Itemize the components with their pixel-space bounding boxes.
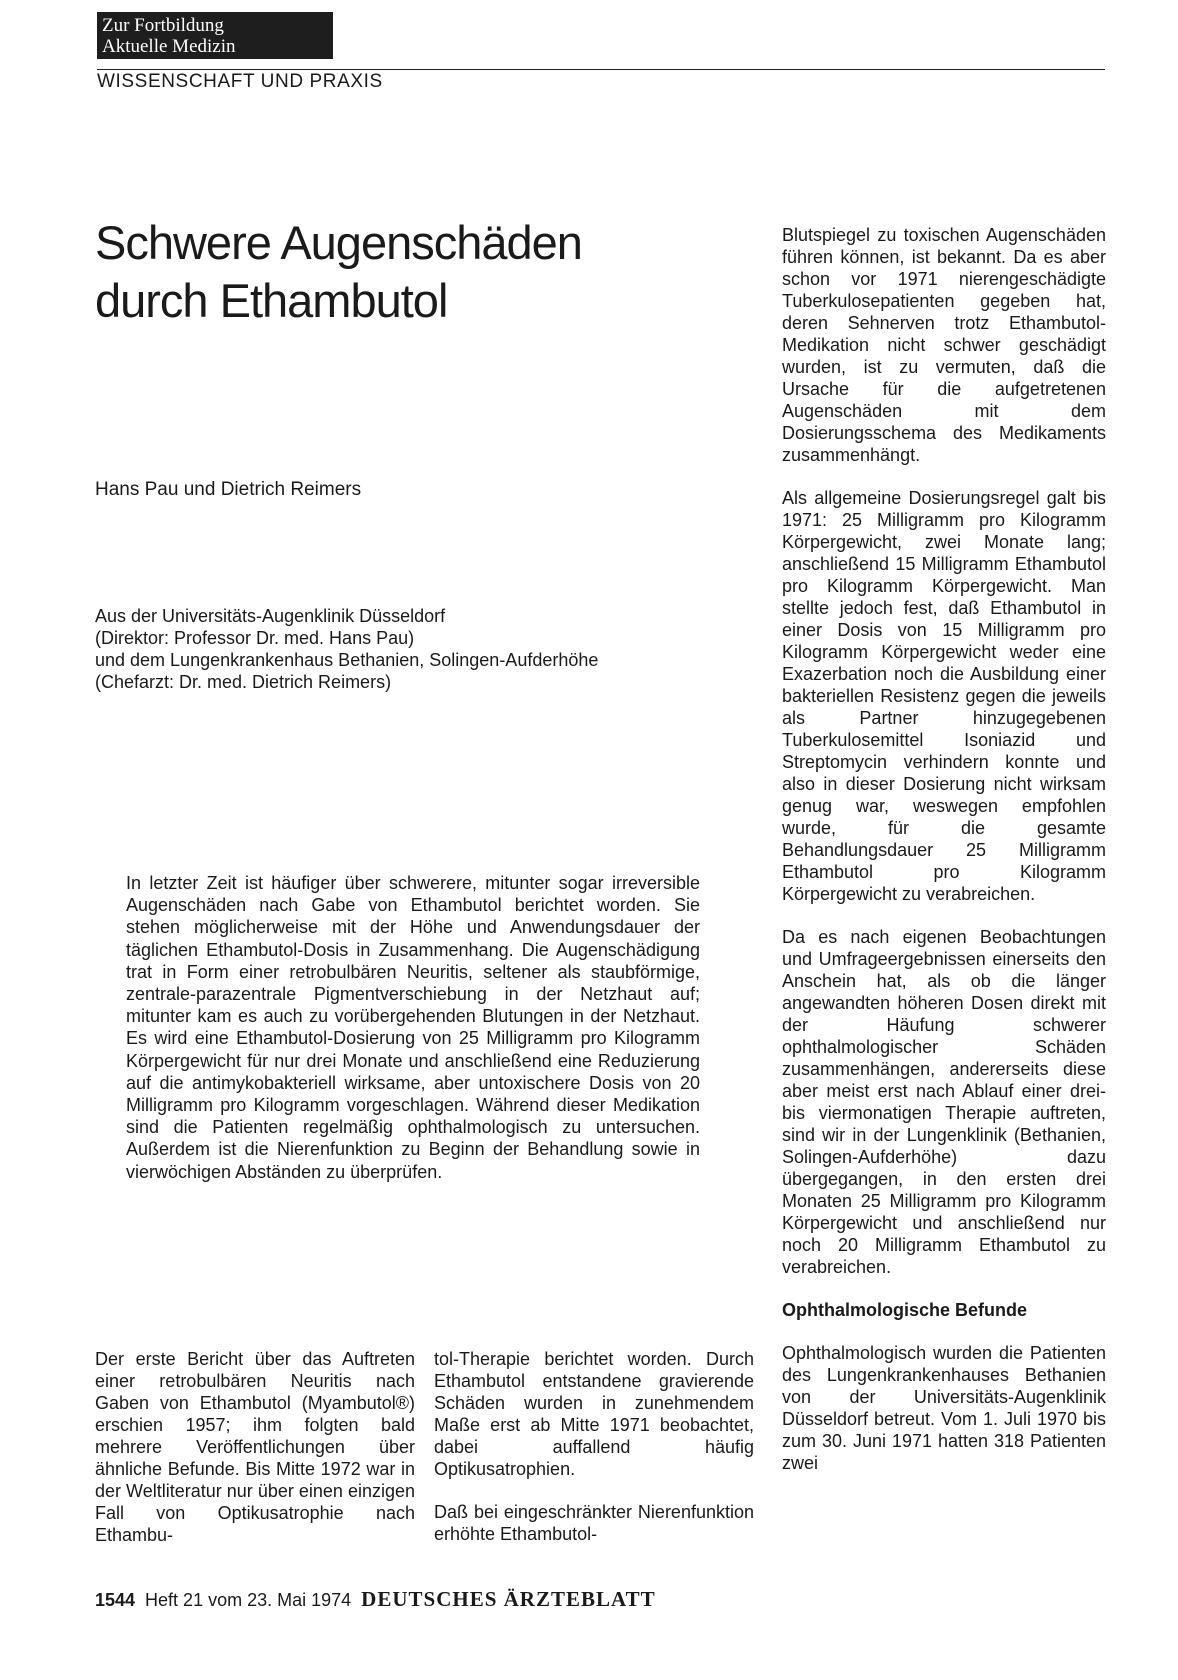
title-line-1: Schwere Augenschäden xyxy=(95,216,582,269)
affiliation-line: Aus der Universitäts-Augenklinik Düsseldorf xyxy=(95,606,446,626)
article-title xyxy=(95,214,582,330)
paragraph: tol-Therapie berichtet worden. Durch Ethambutol entstandene gravierende Schäden wurden in zunehmendem Maße erst ab Mitte 1971 beobachtet, dabei auffallend häufig Optikusatrophien. xyxy=(434,1349,754,1479)
magazine-name: DEUTSCHES ÄRZTEBLATT xyxy=(361,1587,656,1611)
badge-line-1: Zur Fortbildung xyxy=(102,15,224,36)
series-badge xyxy=(97,12,333,59)
paragraph: Da es nach eigenen Beobachtungen und Umfrageergebnissen einerseits den Anschein hat, als ob die länger angewandten höheren Dosen direkt mit der Häufung schwerer ophthalmologischer Schäden zusammenhängen, andererseits diese aber meist erst nach Ablauf einer drei- bis viermonatigen Therapie auftreten, sind wir in der Lungenklinik (Bethanien, Solingen-Aufderhöhe) dazu übergegangen, in den ersten drei Monaten 25 Milligramm pro Kilogramm Körpergewicht und anschließend nur noch 20 Milligramm Ethambutol zu verabreichen. xyxy=(782,927,1106,1277)
abstract: In letzter Zeit ist häufiger über schwerere, mitunter sogar irreversible Augenschäden nach Gabe von Ethambutol berichtet worden. Sie stehen möglicherweise mit der Höhe und Anwendungsdauer der täglichen Ethambutol-Dosis in Zusammenhang. Die Augenschädigung trat in Form einer retrobulbären Neuritis, seltener als staubförmige, zentrale-parazentrale Pigmentverschiebung in der Netzhaut auf; mitunter kam es auch zu vorübergehenden Blutungen in der Netzhaut. Es wird eine Ethambutol-Dosierung von 25 Milligramm pro Kilogramm Körpergewicht für nur drei Monate und anschließend eine Reduzierung auf die antimykobakteriell wirksame, aber untoxischere Dosis von 20 Milligramm pro Kilogramm vorgeschlagen. Während dieser Medikation sind die Patienten regelmäßig ophthalmologisch zu untersuchen. Außerdem ist die Nierenfunktion zu Beginn der Behandlung sowie in vierwöchigen Abständen zu überprüfen. xyxy=(126,873,700,1182)
body-column-3 xyxy=(782,224,1106,1495)
issue-info: Heft 21 vom 23. Mai 1974 xyxy=(145,1590,352,1610)
affiliation xyxy=(95,605,598,693)
authors: Hans Pau und Dietrich Reimers xyxy=(95,479,362,500)
affiliation-line: und dem Lungenkrankenhaus Bethanien, Solingen-Aufderhöhe xyxy=(95,650,599,670)
section-label: WISSENSCHAFT UND PRAXIS xyxy=(97,71,383,92)
paragraph: Der erste Bericht über das Auftreten einer retrobulbären Neuritis nach Gaben von Ethambutol (Myambutol®) erschien 1957; ihm folgten bald mehrere Veröffentlichungen über ähnliche Befunde. Bis Mitte 1972 war in der Weltliteratur nur über einen einzigen Fall von Optikusatrophie nach Ethambu- xyxy=(95,1349,415,1545)
section-heading: Ophthalmologische Befunde xyxy=(782,1300,1028,1320)
body-column-1 xyxy=(95,1348,415,1567)
page-number: 1544 xyxy=(95,1590,136,1610)
paragraph: Blutspiegel zu toxischen Augenschäden führen können, ist bekannt. Da es aber schon vor 1971 nierengeschädigte Tuberkulosepatienten gegeben hat, deren Sehnerven trotz Ethambutol-Medikation nicht schwer geschädigt wurden, ist zu vermuten, daß die Ursache für die aufgetretenen Augenschäden mit dem Dosierungsschema des Medikaments zusammenhängt. xyxy=(782,225,1106,465)
title-line-2: durch Ethambutol xyxy=(95,274,448,327)
page-footer xyxy=(95,1587,656,1612)
paragraph: Als allgemeine Dosierungsregel galt bis 1971: 25 Milligramm pro Kilogramm Körpergewicht, zwei Monate lang; anschließend 15 Milligramm Ethambutol pro Kilogramm Körpergewicht. Man stellte jedoch fest, daß Ethambutol in einer Dosis von 15 Milligramm pro Kilogramm Körpergewicht weder eine Exazerbation noch die Ausbildung einer bakteriellen Resistenz gegen die jeweils als Partner hinzugegebenen Tuberkulosemittel Isoniazid und Streptomycin verhindern konnte und also in dieser Dosierung nicht wirksam genug war, weswegen empfohlen wurde, für die gesamte Behandlungsdauer 25 Milligramm Ethambutol pro Kilogramm Körpergewicht zu verabreichen. xyxy=(782,488,1106,904)
affiliation-line: (Direktor: Professor Dr. med. Hans Pau) xyxy=(95,628,415,648)
badge-line-2: Aktuelle Medizin xyxy=(102,36,236,57)
affiliation-line: (Chefarzt: Dr. med. Dietrich Reimers) xyxy=(95,672,392,692)
paragraph: Daß bei eingeschränkter Nierenfunktion erhöhte Ethambutol- xyxy=(434,1502,754,1544)
body-column-2 xyxy=(434,1348,754,1566)
paragraph: Ophthalmologisch wurden die Patienten des Lungenkrankenhauses Bethanien von der Universitäts-Augenklinik Düsseldorf betreut. Vom 1. Juli 1970 bis zum 30. Juni 1971 hatten 318 Patienten zwei xyxy=(782,1343,1106,1473)
header-rule xyxy=(97,69,1105,70)
